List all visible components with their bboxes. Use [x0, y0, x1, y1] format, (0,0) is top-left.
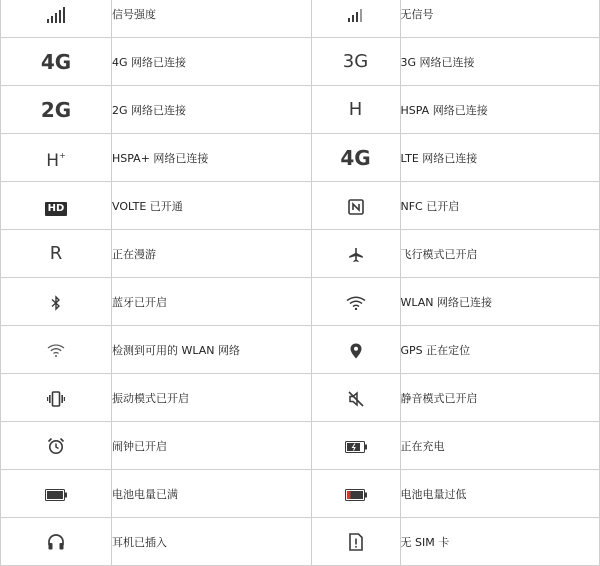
icon-cell	[1, 230, 112, 278]
bluetooth-icon	[51, 295, 61, 311]
icon-cell	[311, 38, 400, 86]
icon-cell	[311, 134, 400, 182]
icon-cell	[1, 182, 112, 230]
icon-cell	[1, 38, 112, 86]
3g-icon: 3G	[342, 50, 369, 72]
icon-cell	[311, 518, 400, 566]
table-row	[1, 86, 600, 134]
airplane-icon	[348, 247, 364, 263]
table-row	[1, 134, 600, 182]
icon-cell	[1, 0, 112, 38]
description: 检测到可用的 WLAN 网络	[112, 326, 312, 374]
description: HSPA 网络已连接	[400, 86, 600, 134]
icon-cell	[311, 278, 400, 326]
description: HSPA+ 网络已连接	[112, 134, 312, 182]
description: 正在漫游	[112, 230, 312, 278]
wifi-available-icon	[47, 344, 65, 357]
battery-full-icon	[45, 489, 67, 501]
icon-cell	[311, 326, 400, 374]
battery-charging-icon	[345, 441, 367, 453]
description: 无信号	[400, 0, 600, 38]
icon-cell	[1, 518, 112, 566]
hspa-icon: H	[348, 98, 363, 120]
icon-cell	[1, 374, 112, 422]
description: NFC 已开启	[400, 182, 600, 230]
description: 正在充电	[400, 422, 600, 470]
table-row	[1, 182, 600, 230]
description: 电池电量过低	[400, 470, 600, 518]
table-row	[1, 230, 600, 278]
icon-cell	[311, 230, 400, 278]
icon-cell	[1, 134, 112, 182]
icon-cell	[311, 182, 400, 230]
table-row	[1, 326, 600, 374]
icon-cell	[1, 86, 112, 134]
description: 蓝牙已开启	[112, 278, 312, 326]
icon-cell	[1, 422, 112, 470]
description: 电池电量已满	[112, 470, 312, 518]
signal-strength-icon	[47, 7, 65, 23]
no-sim-icon	[349, 533, 363, 551]
battery-low-icon	[345, 489, 367, 501]
description: 无 SIM 卡	[400, 518, 600, 566]
icon-cell	[311, 0, 400, 38]
icon-cell	[1, 278, 112, 326]
description: 闹钟已开启	[112, 422, 312, 470]
hspa-plus-letter: H	[46, 151, 60, 171]
icon-cell	[1, 326, 112, 374]
description: 4G 网络已连接	[112, 38, 312, 86]
description: WLAN 网络已连接	[400, 278, 600, 326]
description: 2G 网络已连接	[112, 86, 312, 134]
icon-cell	[311, 470, 400, 518]
table-row	[1, 0, 600, 38]
table-row	[1, 278, 600, 326]
description: 振动模式已开启	[112, 374, 312, 422]
table-row	[1, 38, 600, 86]
4g-icon: 4G	[40, 49, 72, 74]
icon-cell	[1, 470, 112, 518]
description: 耳机已插入	[112, 518, 312, 566]
nfc-icon	[348, 199, 364, 215]
description: 静音模式已开启	[400, 374, 600, 422]
icon-cell	[311, 374, 400, 422]
description: 信号强度	[112, 0, 312, 38]
headset-icon	[47, 533, 65, 551]
icon-cell	[311, 86, 400, 134]
hspa-plus-icon	[46, 151, 66, 171]
description: VOLTE 已开通	[112, 182, 312, 230]
roaming-icon: R	[49, 242, 63, 264]
description: 3G 网络已连接	[400, 38, 600, 86]
alarm-clock-icon	[47, 437, 65, 455]
location-pin-icon	[350, 343, 362, 359]
icon-cell	[311, 422, 400, 470]
table-row	[1, 374, 600, 422]
wifi-icon	[346, 296, 366, 310]
volte-hd-icon: HD	[45, 202, 68, 216]
description: 飞行模式已开启	[400, 230, 600, 278]
no-signal-icon	[348, 7, 364, 22]
hspa-plus-superscript: +	[59, 151, 66, 160]
description: LTE 网络已连接	[400, 134, 600, 182]
vibrate-icon	[47, 391, 65, 407]
2g-icon: 2G	[40, 97, 72, 122]
mute-icon	[348, 391, 364, 407]
description: GPS 正在定位	[400, 326, 600, 374]
table-row	[1, 470, 600, 518]
lte-icon: 4G	[340, 145, 371, 170]
table-row	[1, 422, 600, 470]
table-row	[1, 518, 600, 566]
